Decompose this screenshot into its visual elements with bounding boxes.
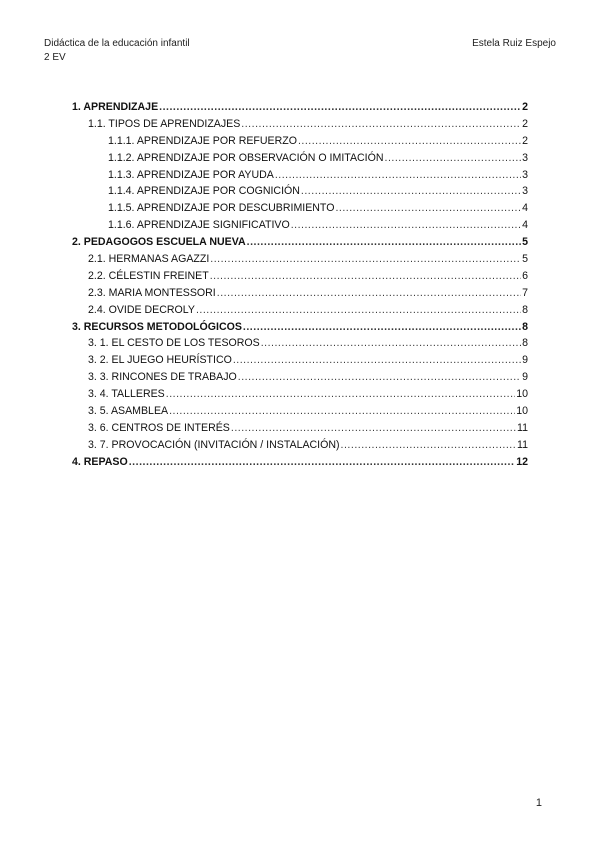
table-of-contents xyxy=(72,99,528,471)
toc-leader-dots xyxy=(261,335,521,352)
toc-entry-page: 5 xyxy=(522,236,528,249)
toc-entry-title: 1.1.6. APRENDIZAJE SIGNIFICATIVO xyxy=(108,219,290,232)
toc-entry-title: 3. 3. RINCONES DE TRABAJO xyxy=(88,371,237,384)
toc-entry-title: 2.2. CÉLESTIN FREINET xyxy=(88,269,209,282)
toc-entry[interactable] xyxy=(72,268,528,285)
toc-leader-dots xyxy=(129,454,515,471)
toc-entry-title: 4. REPASO xyxy=(72,455,128,468)
toc-entry-page: 2 xyxy=(522,117,528,130)
toc-entry-title: 2.3. MARIA MONTESSORI xyxy=(88,286,216,299)
toc-entry-page: 2 xyxy=(522,134,528,147)
toc-entry[interactable] xyxy=(72,167,528,184)
toc-entry[interactable] xyxy=(72,369,528,386)
toc-entry-title: 3. 2. EL JUEGO HEURÍSTICO xyxy=(88,354,232,367)
toc-entry-title: 1. APRENDIZAJE xyxy=(72,101,159,113)
toc-entry-page: 8 xyxy=(522,337,528,350)
toc-leader-dots xyxy=(166,386,515,403)
toc-entry[interactable] xyxy=(72,454,528,471)
toc-entry-page: 12 xyxy=(516,455,528,468)
toc-entry-page: 11 xyxy=(517,438,528,451)
toc-entry[interactable] xyxy=(72,420,528,437)
toc-entry-title: 2.1. HERMANAS AGAZZI xyxy=(88,253,210,266)
toc-leader-dots xyxy=(210,268,521,285)
toc-entry-title: 3. 1. EL CESTO DE LOS TESOROS xyxy=(88,337,260,350)
toc-leader-dots xyxy=(169,403,515,420)
toc-entry-page: 10 xyxy=(516,388,528,401)
header-course-title: Didáctica de la educación infantil xyxy=(44,38,190,49)
toc-leader-dots xyxy=(233,352,521,369)
toc-entry[interactable] xyxy=(72,386,528,403)
toc-entry-title: 1.1.5. APRENDIZAJE POR DESCUBRIMIENTO xyxy=(108,202,335,215)
toc-entry[interactable] xyxy=(72,99,528,116)
toc-entry[interactable] xyxy=(72,133,528,150)
toc-leader-dots xyxy=(335,200,521,217)
toc-entry-page: 2 xyxy=(522,101,528,113)
toc-entry-title: 3. 5. ASAMBLEA xyxy=(88,405,169,418)
toc-entry[interactable] xyxy=(72,285,528,302)
toc-entry-page: 4 xyxy=(522,219,528,232)
toc-leader-dots xyxy=(385,150,522,167)
toc-entry-title: 2. PEDAGOGOS ESCUELA NUEVA xyxy=(72,236,246,249)
toc-entry-title: 2.4. OVIDE DECROLY xyxy=(88,303,195,316)
toc-entry-page: 4 xyxy=(522,202,528,215)
toc-entry-page: 8 xyxy=(522,303,528,316)
toc-entry[interactable] xyxy=(72,251,528,268)
toc-leader-dots xyxy=(217,285,521,302)
toc-entry-title: 1.1.3. APRENDIZAJE POR AYUDA xyxy=(108,168,274,181)
toc-entry[interactable] xyxy=(72,403,528,420)
toc-leader-dots xyxy=(210,251,521,268)
toc-entry[interactable] xyxy=(72,217,528,234)
toc-entry[interactable] xyxy=(72,335,528,352)
toc-entry-title: 1.1.2. APRENDIZAJE POR OBSERVACIÓN O IMITACIÓN xyxy=(108,151,384,164)
toc-entry-page: 10 xyxy=(516,405,528,418)
toc-entry-title: 1.1.4. APRENDIZAJE POR COGNICIÓN xyxy=(108,185,300,198)
toc-entry[interactable] xyxy=(72,352,528,369)
toc-entry-page: 9 xyxy=(522,354,528,367)
toc-leader-dots xyxy=(159,99,521,116)
toc-entry-page: 3 xyxy=(522,151,528,164)
toc-entry[interactable] xyxy=(72,234,528,251)
toc-entry-page: 3 xyxy=(522,168,528,181)
toc-entry-title: 3. 7. PROVOCACIÓN (INVITACIÓN / INSTALACIÓN) xyxy=(88,438,340,451)
header-evaluation: 2 EV xyxy=(44,52,66,63)
toc-entry[interactable] xyxy=(72,200,528,217)
toc-leader-dots xyxy=(231,420,516,437)
page-number: 1 xyxy=(535,797,542,809)
toc-leader-dots xyxy=(247,234,521,251)
toc-entry-page: 6 xyxy=(522,269,528,282)
toc-leader-dots xyxy=(238,369,521,386)
toc-entry[interactable] xyxy=(72,150,528,167)
toc-entry[interactable] xyxy=(72,183,528,200)
toc-entry-title: 3. 6. CENTROS DE INTERÉS xyxy=(88,421,230,434)
toc-entry-title: 1.1. TIPOS DE APRENDIZAJES xyxy=(88,117,241,130)
toc-entry-page: 8 xyxy=(522,320,528,333)
toc-leader-dots xyxy=(241,116,521,133)
toc-entry-page: 11 xyxy=(517,421,528,434)
toc-leader-dots xyxy=(301,183,521,200)
header-author: Estela Ruiz Espejo xyxy=(472,38,556,49)
toc-entry-page: 7 xyxy=(522,286,528,299)
toc-entry-title: 3. 4. TALLERES xyxy=(88,388,165,401)
toc-entry[interactable] xyxy=(72,437,528,454)
toc-entry-page: 9 xyxy=(522,371,528,384)
toc-leader-dots xyxy=(341,437,516,454)
toc-leader-dots xyxy=(275,167,521,184)
toc-entry-title: 3. RECURSOS METODOLÓGICOS xyxy=(72,320,242,333)
toc-entry-title: 1.1.1. APRENDIZAJE POR REFUERZO xyxy=(108,134,297,147)
toc-leader-dots xyxy=(291,217,521,234)
toc-leader-dots xyxy=(196,302,521,319)
toc-entry[interactable] xyxy=(72,116,528,133)
toc-entry-page: 5 xyxy=(522,253,528,266)
toc-entry[interactable] xyxy=(72,302,528,319)
toc-entry-page: 3 xyxy=(522,185,528,198)
toc-leader-dots xyxy=(243,319,521,336)
toc-entry[interactable] xyxy=(72,319,528,336)
toc-leader-dots xyxy=(298,133,521,150)
